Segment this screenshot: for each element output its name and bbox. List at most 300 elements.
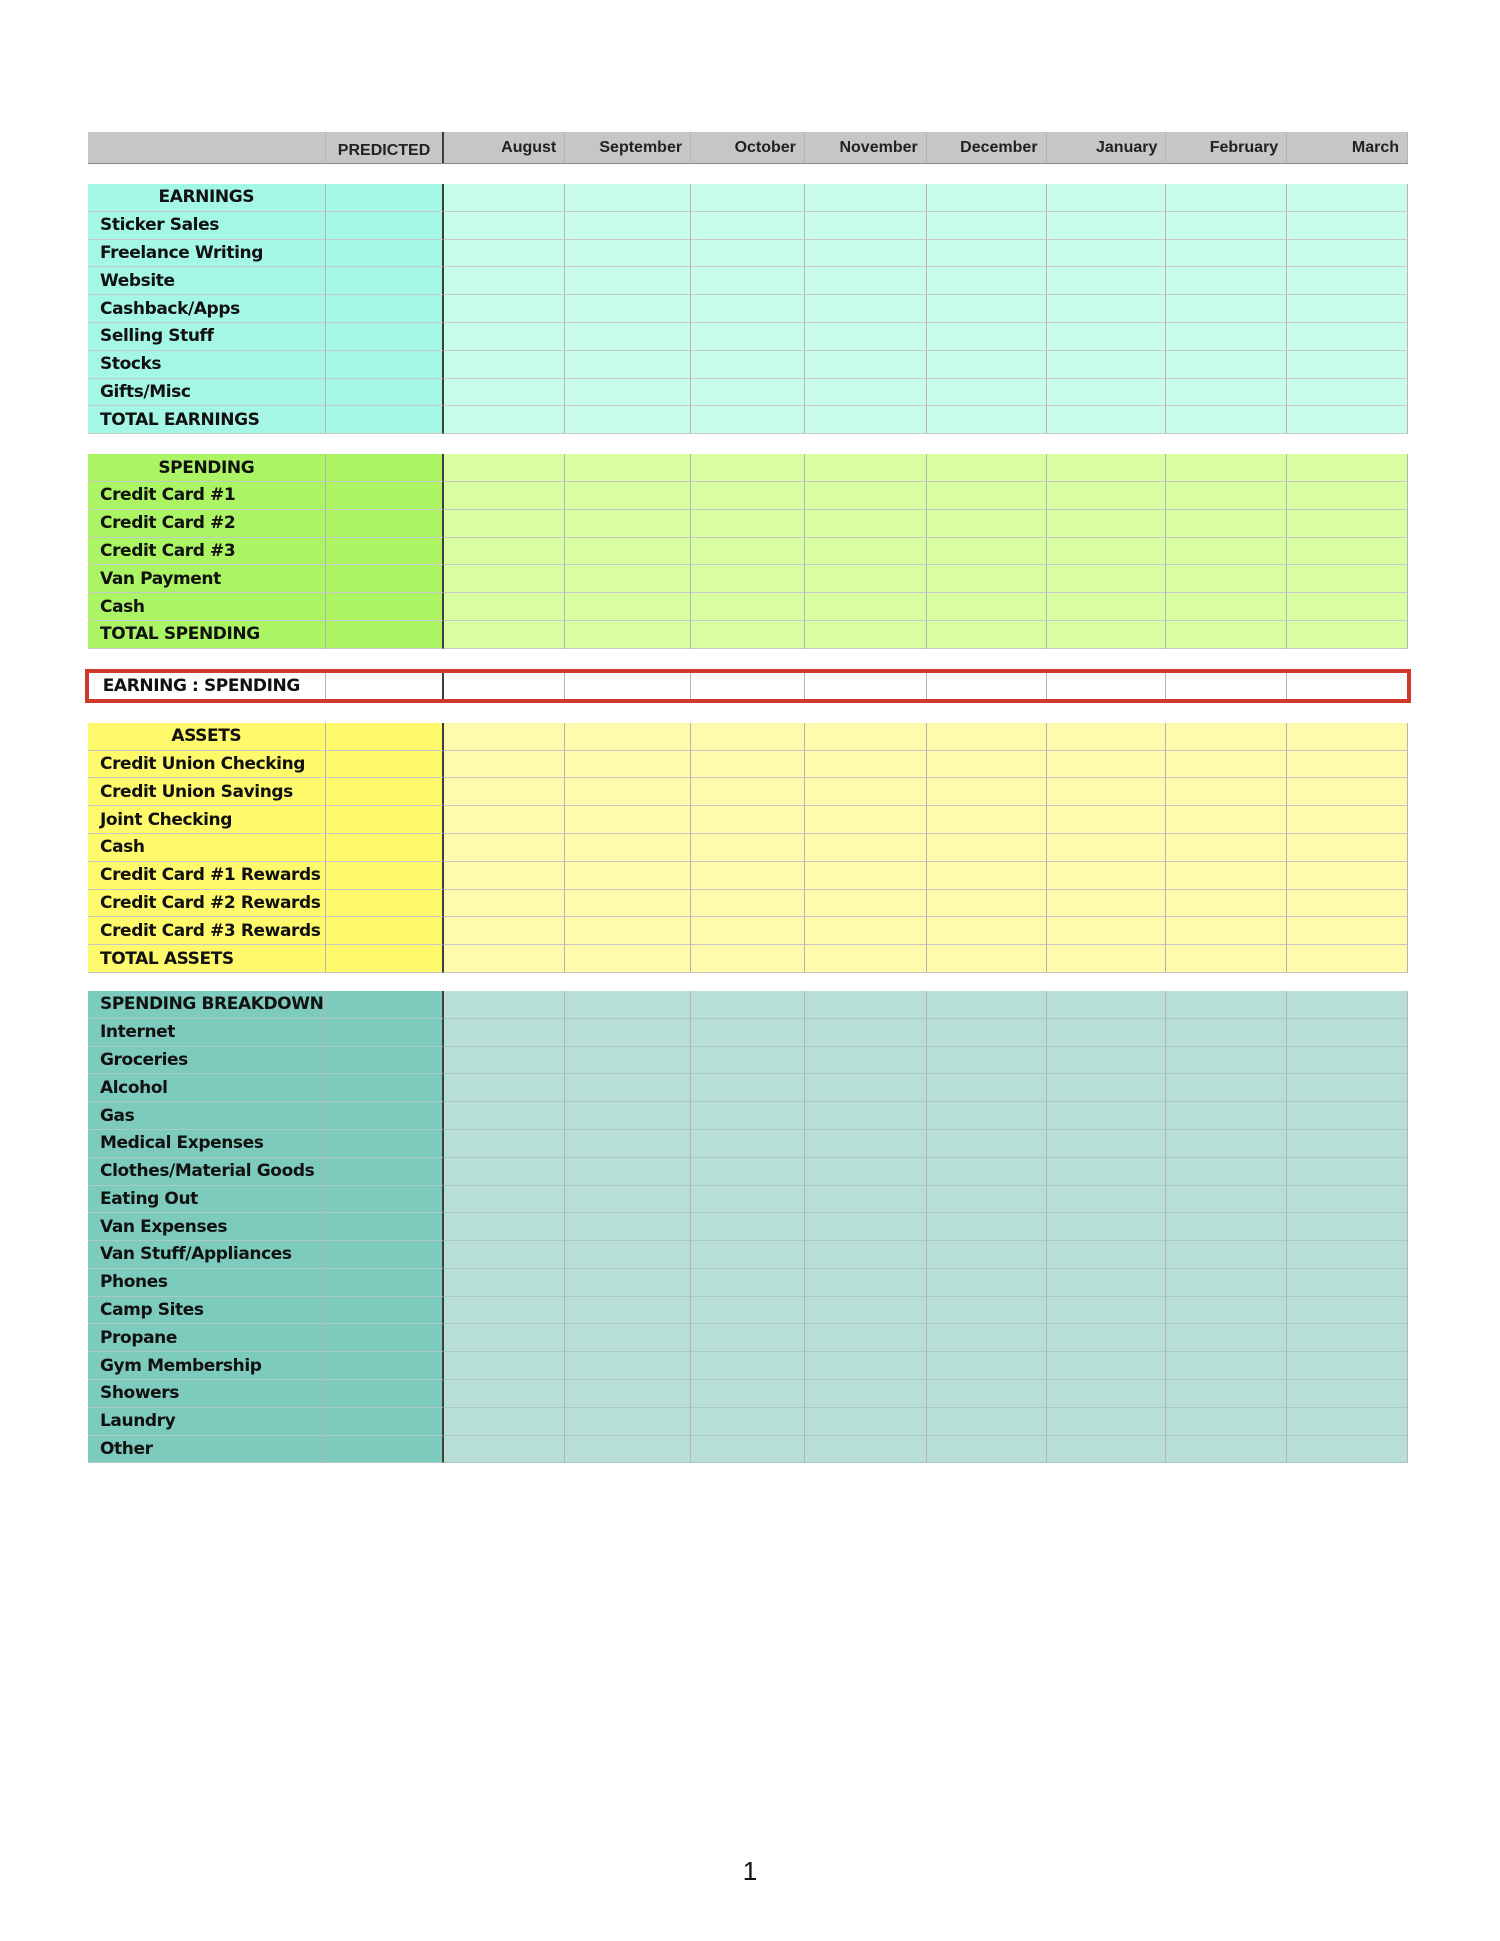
predicted-cell[interactable] [326,1297,445,1325]
month-cell[interactable] [1166,1380,1287,1408]
month-cell[interactable] [805,184,927,212]
month-cell[interactable] [444,323,565,351]
month-cell[interactable] [444,1436,565,1464]
month-cell[interactable] [805,806,927,834]
month-cell[interactable] [1166,1102,1287,1130]
month-cell[interactable] [1047,267,1167,295]
month-cell[interactable] [1166,890,1287,918]
month-cell[interactable] [805,510,927,538]
month-cell[interactable] [1287,834,1408,862]
month-cell[interactable] [565,1158,691,1186]
month-cell[interactable] [805,917,927,945]
predicted-cell[interactable] [326,945,445,973]
month-cell[interactable] [1287,723,1408,751]
month-cell[interactable] [1287,482,1408,510]
predicted-cell[interactable] [326,1352,445,1380]
month-cell[interactable] [1287,917,1408,945]
month-cell[interactable] [1166,351,1287,379]
month-cell[interactable] [444,1380,565,1408]
month-cell[interactable] [691,1297,805,1325]
month-cell[interactable] [691,751,805,779]
month-cell[interactable] [444,212,565,240]
month-cell[interactable] [1287,1158,1408,1186]
month-cell[interactable] [565,621,691,649]
month-cell[interactable] [1047,806,1167,834]
month-cell[interactable] [1047,240,1167,268]
month-cell[interactable] [565,538,691,566]
month-cell[interactable] [805,1158,927,1186]
predicted-cell[interactable] [326,510,445,538]
predicted-cell[interactable] [326,723,445,751]
month-cell[interactable] [565,212,691,240]
month-cell[interactable] [565,1074,691,1102]
predicted-cell[interactable] [326,1324,445,1352]
month-cell[interactable] [1287,1047,1408,1075]
month-cell[interactable] [1047,295,1167,323]
month-cell[interactable] [1047,1380,1167,1408]
month-cell[interactable] [444,510,565,538]
month-cell[interactable] [1166,1213,1287,1241]
predicted-cell[interactable] [326,991,445,1019]
month-cell[interactable] [1287,1074,1408,1102]
month-cell[interactable] [691,565,805,593]
month-cell[interactable] [691,778,805,806]
month-cell[interactable] [1287,1352,1408,1380]
predicted-cell[interactable] [326,862,445,890]
month-cell[interactable] [1287,1019,1408,1047]
month-cell[interactable] [565,669,691,703]
month-cell[interactable] [691,323,805,351]
month-cell[interactable] [927,565,1047,593]
predicted-cell[interactable] [326,212,445,240]
month-cell[interactable] [1166,1019,1287,1047]
month-cell[interactable] [1047,454,1167,482]
month-cell[interactable] [1287,240,1408,268]
month-cell[interactable] [805,323,927,351]
month-cell[interactable] [444,669,565,703]
month-cell[interactable] [691,1408,805,1436]
predicted-cell[interactable] [326,1047,445,1075]
predicted-cell[interactable] [326,267,445,295]
month-cell[interactable] [805,1269,927,1297]
month-cell[interactable] [1166,945,1287,973]
month-cell[interactable] [805,482,927,510]
month-cell[interactable] [927,1352,1047,1380]
month-cell[interactable] [444,454,565,482]
month-cell[interactable] [805,565,927,593]
predicted-cell[interactable] [326,454,445,482]
month-cell[interactable] [1287,778,1408,806]
month-cell[interactable] [565,510,691,538]
month-cell[interactable] [1047,1047,1167,1075]
month-cell[interactable] [805,1186,927,1214]
predicted-cell[interactable] [326,482,445,510]
month-cell[interactable] [691,1380,805,1408]
month-cell[interactable] [805,621,927,649]
month-cell[interactable] [927,1436,1047,1464]
month-cell[interactable] [927,669,1047,703]
predicted-cell[interactable] [326,1158,445,1186]
month-cell[interactable] [444,862,565,890]
month-cell[interactable] [691,510,805,538]
month-cell[interactable] [691,184,805,212]
month-cell[interactable] [1287,751,1408,779]
month-cell[interactable] [927,184,1047,212]
predicted-cell[interactable] [326,240,445,268]
month-cell[interactable] [1166,482,1287,510]
month-cell[interactable] [444,1074,565,1102]
month-cell[interactable] [805,945,927,973]
predicted-cell[interactable] [326,1074,445,1102]
month-cell[interactable] [565,778,691,806]
month-cell[interactable] [1047,1241,1167,1269]
month-cell[interactable] [1166,1352,1287,1380]
month-cell[interactable] [444,991,565,1019]
month-cell[interactable] [565,565,691,593]
month-cell[interactable] [1166,723,1287,751]
month-cell[interactable] [444,1102,565,1130]
month-cell[interactable] [1287,351,1408,379]
month-cell[interactable] [691,240,805,268]
month-cell[interactable] [565,1130,691,1158]
month-cell[interactable] [1047,510,1167,538]
month-cell[interactable] [1166,917,1287,945]
month-cell[interactable] [805,723,927,751]
month-cell[interactable] [927,1019,1047,1047]
month-cell[interactable] [1287,806,1408,834]
month-cell[interactable] [1047,1352,1167,1380]
month-cell[interactable] [444,1213,565,1241]
month-cell[interactable] [565,482,691,510]
month-cell[interactable] [1287,184,1408,212]
month-cell[interactable] [1047,1158,1167,1186]
month-cell[interactable] [1166,1130,1287,1158]
month-cell[interactable] [927,510,1047,538]
month-cell[interactable] [927,1047,1047,1075]
month-cell[interactable] [444,240,565,268]
month-cell[interactable] [1047,1074,1167,1102]
month-cell[interactable] [805,1241,927,1269]
month-cell[interactable] [444,267,565,295]
month-cell[interactable] [1287,1380,1408,1408]
month-cell[interactable] [927,379,1047,407]
month-cell[interactable] [1047,1436,1167,1464]
month-cell[interactable] [444,482,565,510]
month-cell[interactable] [1047,890,1167,918]
month-cell[interactable] [691,1436,805,1464]
month-cell[interactable] [927,751,1047,779]
month-cell[interactable] [805,1130,927,1158]
month-cell[interactable] [1166,510,1287,538]
month-cell[interactable] [1166,1269,1287,1297]
month-cell[interactable] [565,240,691,268]
month-cell[interactable] [927,890,1047,918]
month-cell[interactable] [1166,1408,1287,1436]
month-cell[interactable] [1287,323,1408,351]
month-cell[interactable] [805,379,927,407]
month-cell[interactable] [1287,593,1408,621]
month-cell[interactable] [927,454,1047,482]
month-cell[interactable] [1166,593,1287,621]
month-cell[interactable] [444,1352,565,1380]
month-cell[interactable] [565,991,691,1019]
month-cell[interactable] [927,240,1047,268]
month-cell[interactable] [691,454,805,482]
month-cell[interactable] [805,295,927,323]
month-cell[interactable] [805,267,927,295]
month-cell[interactable] [1287,1241,1408,1269]
month-cell[interactable] [1166,184,1287,212]
month-cell[interactable] [805,890,927,918]
month-cell[interactable] [805,351,927,379]
month-cell[interactable] [927,295,1047,323]
month-cell[interactable] [565,1436,691,1464]
month-cell[interactable] [565,406,691,434]
month-cell[interactable] [927,1186,1047,1214]
month-cell[interactable] [1166,991,1287,1019]
month-cell[interactable] [1047,565,1167,593]
month-cell[interactable] [565,351,691,379]
month-cell[interactable] [565,1213,691,1241]
month-cell[interactable] [805,1102,927,1130]
month-cell[interactable] [805,1019,927,1047]
month-cell[interactable] [1166,454,1287,482]
predicted-cell[interactable] [326,1019,445,1047]
month-cell[interactable] [927,723,1047,751]
month-cell[interactable] [1166,1436,1287,1464]
month-cell[interactable] [444,621,565,649]
month-cell[interactable] [565,454,691,482]
month-cell[interactable] [565,323,691,351]
month-cell[interactable] [691,1019,805,1047]
month-cell[interactable] [1047,593,1167,621]
month-cell[interactable] [691,406,805,434]
month-cell[interactable] [927,1158,1047,1186]
month-cell[interactable] [1047,1186,1167,1214]
predicted-cell[interactable] [326,351,445,379]
month-cell[interactable] [805,1047,927,1075]
month-cell[interactable] [1047,482,1167,510]
month-cell[interactable] [1166,1047,1287,1075]
month-cell[interactable] [927,834,1047,862]
predicted-cell[interactable] [326,1436,445,1464]
month-cell[interactable] [927,1380,1047,1408]
month-cell[interactable] [691,1213,805,1241]
month-cell[interactable] [1166,212,1287,240]
predicted-cell[interactable] [326,669,445,703]
month-cell[interactable] [805,538,927,566]
month-cell[interactable] [1287,1186,1408,1214]
month-cell[interactable] [691,890,805,918]
month-cell[interactable] [805,1297,927,1325]
month-cell[interactable] [1047,723,1167,751]
predicted-cell[interactable] [326,406,445,434]
month-cell[interactable] [1287,1102,1408,1130]
month-cell[interactable] [1166,834,1287,862]
month-cell[interactable] [927,945,1047,973]
month-cell[interactable] [1166,1158,1287,1186]
month-cell[interactable] [1166,862,1287,890]
month-cell[interactable] [927,406,1047,434]
month-cell[interactable] [1287,454,1408,482]
month-cell[interactable] [927,351,1047,379]
month-cell[interactable] [805,1380,927,1408]
month-cell[interactable] [1047,862,1167,890]
month-cell[interactable] [691,267,805,295]
month-cell[interactable] [691,723,805,751]
month-cell[interactable] [1166,778,1287,806]
month-cell[interactable] [691,991,805,1019]
month-cell[interactable] [444,184,565,212]
month-cell[interactable] [1287,295,1408,323]
month-cell[interactable] [1166,669,1287,703]
month-cell[interactable] [927,1130,1047,1158]
month-cell[interactable] [1047,669,1167,703]
month-cell[interactable] [444,1408,565,1436]
month-cell[interactable] [1287,1324,1408,1352]
month-cell[interactable] [1287,862,1408,890]
month-cell[interactable] [1047,621,1167,649]
predicted-cell[interactable] [326,593,445,621]
month-cell[interactable] [691,1158,805,1186]
month-cell[interactable] [927,212,1047,240]
month-cell[interactable] [444,890,565,918]
month-cell[interactable] [691,621,805,649]
month-cell[interactable] [1166,1186,1287,1214]
month-cell[interactable] [565,917,691,945]
month-cell[interactable] [1166,565,1287,593]
month-cell[interactable] [1047,351,1167,379]
month-cell[interactable] [565,379,691,407]
month-cell[interactable] [565,751,691,779]
month-cell[interactable] [691,945,805,973]
month-cell[interactable] [444,834,565,862]
month-cell[interactable] [805,669,927,703]
month-cell[interactable] [691,1130,805,1158]
month-cell[interactable] [1047,1297,1167,1325]
month-cell[interactable] [1166,379,1287,407]
month-cell[interactable] [1287,669,1408,703]
month-cell[interactable] [565,1241,691,1269]
month-cell[interactable] [927,1408,1047,1436]
predicted-cell[interactable] [326,917,445,945]
month-cell[interactable] [444,751,565,779]
month-cell[interactable] [927,991,1047,1019]
month-cell[interactable] [1166,538,1287,566]
month-cell[interactable] [927,806,1047,834]
month-cell[interactable] [1287,621,1408,649]
month-cell[interactable] [927,1269,1047,1297]
month-cell[interactable] [691,212,805,240]
month-cell[interactable] [565,945,691,973]
predicted-cell[interactable] [326,1408,445,1436]
month-cell[interactable] [565,295,691,323]
month-cell[interactable] [691,1074,805,1102]
month-cell[interactable] [691,834,805,862]
month-cell[interactable] [1047,212,1167,240]
month-cell[interactable] [444,1241,565,1269]
month-cell[interactable] [444,379,565,407]
month-cell[interactable] [1166,621,1287,649]
month-cell[interactable] [444,806,565,834]
month-cell[interactable] [1287,212,1408,240]
month-cell[interactable] [444,1130,565,1158]
month-cell[interactable] [565,834,691,862]
month-cell[interactable] [691,1102,805,1130]
month-cell[interactable] [1047,538,1167,566]
month-cell[interactable] [1047,834,1167,862]
month-cell[interactable] [691,1241,805,1269]
month-cell[interactable] [691,1269,805,1297]
month-cell[interactable] [1047,945,1167,973]
predicted-cell[interactable] [326,295,445,323]
predicted-cell[interactable] [326,834,445,862]
month-cell[interactable] [565,1047,691,1075]
month-cell[interactable] [805,862,927,890]
predicted-cell[interactable] [326,1130,445,1158]
month-cell[interactable] [444,406,565,434]
month-cell[interactable] [1287,1269,1408,1297]
month-cell[interactable] [1047,1213,1167,1241]
month-cell[interactable] [805,406,927,434]
month-cell[interactable] [444,945,565,973]
predicted-cell[interactable] [326,1241,445,1269]
month-cell[interactable] [805,1408,927,1436]
month-cell[interactable] [1166,806,1287,834]
month-cell[interactable] [927,593,1047,621]
month-cell[interactable] [691,1186,805,1214]
month-cell[interactable] [1287,1213,1408,1241]
month-cell[interactable] [1166,1074,1287,1102]
month-cell[interactable] [444,1047,565,1075]
month-cell[interactable] [1287,1436,1408,1464]
month-cell[interactable] [1287,267,1408,295]
predicted-cell[interactable] [326,1269,445,1297]
month-cell[interactable] [444,778,565,806]
month-cell[interactable] [1287,1130,1408,1158]
predicted-cell[interactable] [326,621,445,649]
month-cell[interactable] [1047,406,1167,434]
predicted-cell[interactable] [326,751,445,779]
month-cell[interactable] [1047,991,1167,1019]
month-cell[interactable] [927,1102,1047,1130]
predicted-cell[interactable] [326,538,445,566]
month-cell[interactable] [1047,751,1167,779]
month-cell[interactable] [691,295,805,323]
month-cell[interactable] [565,1019,691,1047]
month-cell[interactable] [1287,565,1408,593]
month-cell[interactable] [805,991,927,1019]
month-cell[interactable] [805,1436,927,1464]
month-cell[interactable] [444,723,565,751]
month-cell[interactable] [1166,323,1287,351]
month-cell[interactable] [691,1352,805,1380]
month-cell[interactable] [565,184,691,212]
predicted-cell[interactable] [326,778,445,806]
month-cell[interactable] [565,1186,691,1214]
month-cell[interactable] [927,1324,1047,1352]
month-cell[interactable] [927,323,1047,351]
month-cell[interactable] [927,267,1047,295]
predicted-cell[interactable] [326,1213,445,1241]
predicted-cell[interactable] [326,323,445,351]
month-cell[interactable] [1166,240,1287,268]
month-cell[interactable] [1047,1408,1167,1436]
month-cell[interactable] [691,1047,805,1075]
predicted-cell[interactable] [326,184,445,212]
month-cell[interactable] [565,1269,691,1297]
month-cell[interactable] [1166,1241,1287,1269]
